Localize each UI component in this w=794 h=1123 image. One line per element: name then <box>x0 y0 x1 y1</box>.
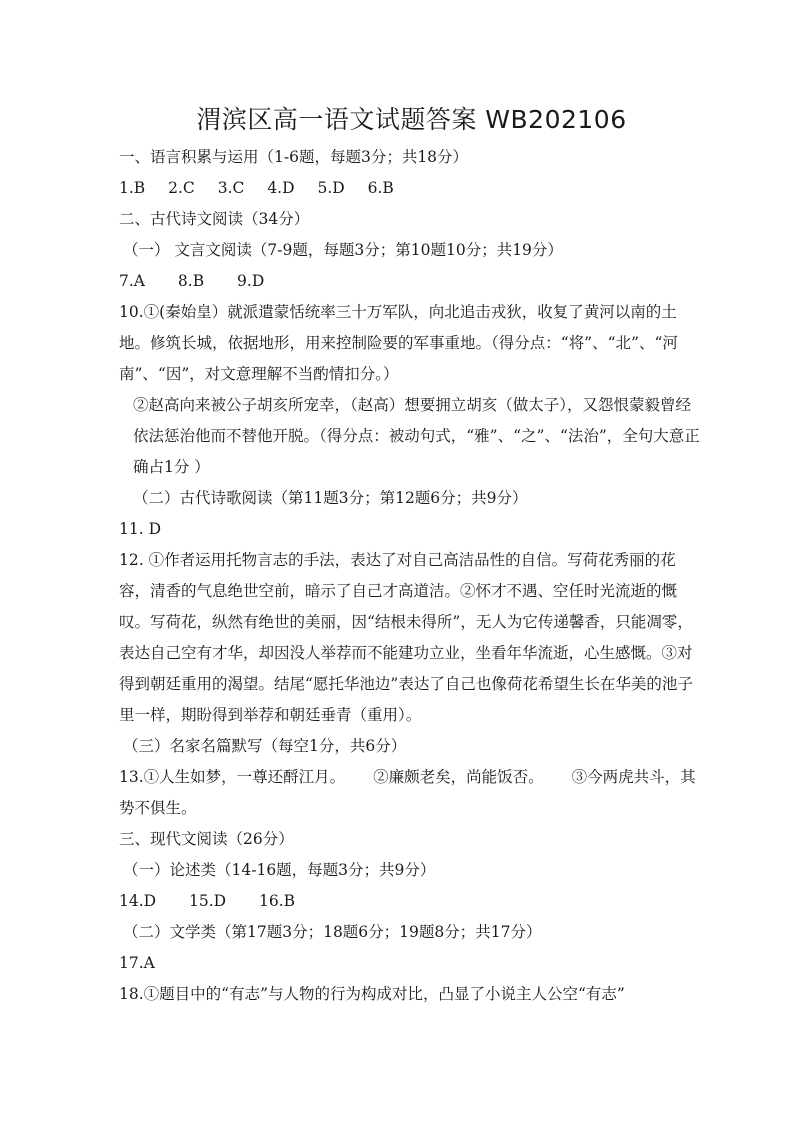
page-title: 渭滨区高一语文试题答案 WB202106 <box>196 105 627 134</box>
answer-10-part-1: 10.①(秦始皇）就派遣蒙恬统率三十万军队，向北追击戎狄，收复了黄河以南的土地。修筑长城，依据地形，用来控制险要的军事重地。（得分点：“将”、“北”、“河南”、“因”，对文意理解不当酌情扣分。） <box>119 303 678 383</box>
section-2-1-answers <box>119 266 704 297</box>
answer-13-c: ③今两虎共斗，其势不俱生。 <box>119 768 696 817</box>
answer-4: 4.D <box>267 179 295 197</box>
answer-8: 8.B <box>177 272 205 290</box>
section-3-1-answers <box>119 886 704 917</box>
section-1-heading: 一、语言积累与运用（1-6题，每题3分；共18分） <box>119 148 469 166</box>
section-2-1-heading: （一） 文言文阅读（7-9题，每题3分；第10题10分；共19分） <box>123 241 563 259</box>
section-3-1-heading: （一）论述类（14-16题，每题3分；共9分） <box>123 861 436 879</box>
answer-13 <box>119 762 704 824</box>
answer-6: 6.B <box>367 179 394 197</box>
answer-10-part-2: ②赵高向来被公子胡亥所宠幸，（赵高）想要拥立胡亥（做太子），又怨恨蒙毅曾经依法惩治他而不替他开脱。（得分点：被动句式，“雅”、“之”、“法治”，全句大意正确占1分 ） <box>133 396 700 476</box>
answer-14: 14.D <box>119 892 157 910</box>
answer-7: 7.A <box>119 272 145 290</box>
section-3-2-heading: （二）文学类（第17题3分；18题6分；19题8分；共17分） <box>123 923 542 941</box>
answer-15: 15.D <box>189 892 227 910</box>
answer-17: 17.A <box>119 954 155 972</box>
answer-11: 11. D <box>119 520 162 538</box>
answer-18: 18.①题目中的“有志”与人物的行为构成对比，凸显了小说主人公空“有志” <box>119 985 625 1003</box>
section-2-3-heading: （三）名家名篇默写（每空1分，共6分） <box>123 737 407 755</box>
answer-3: 3.C <box>217 179 245 197</box>
answer-2: 2.C <box>168 179 195 197</box>
answer-5: 5.D <box>317 179 345 197</box>
answer-13-a: 13.①人生如梦，一尊还酹江月。 <box>119 768 346 786</box>
section-2-heading: 二、古代诗文阅读（34分） <box>119 210 310 228</box>
section-2-2-heading: （二）古代诗歌阅读（第11题3分；第12题6分；共9分） <box>133 489 528 507</box>
answer-16: 16.B <box>259 892 296 910</box>
answer-1: 1.B <box>119 179 146 197</box>
answer-12: 12. ①作者运用托物言志的手法，表达了对自己高洁品性的自信。写荷花秀丽的花容，清香的气息绝世空前，暗示了自己才高道洁。②怀才不遇、空任时光流逝的慨叹。写荷花，纵然有绝世的美丽，因“结根未得所”，无人为它传递馨香，只能凋零，表达自己空有才华，却因没人举荐而不能建功立业，坐看年华流逝，心生感慨。③对得到朝廷重用的渴望。结尾“愿托华池边”表达了自己也像荷花希望生长在华美的池子里一样，期盼得到举荐和朝廷垂青（重用）。 <box>119 551 693 724</box>
section-1-answers <box>119 173 704 204</box>
answer-9: 9.D <box>237 272 265 290</box>
section-3-heading: 三、现代文阅读（26分） <box>119 830 294 848</box>
answer-13-b: ②廉颇老矣，尚能饭否。 <box>373 768 544 786</box>
